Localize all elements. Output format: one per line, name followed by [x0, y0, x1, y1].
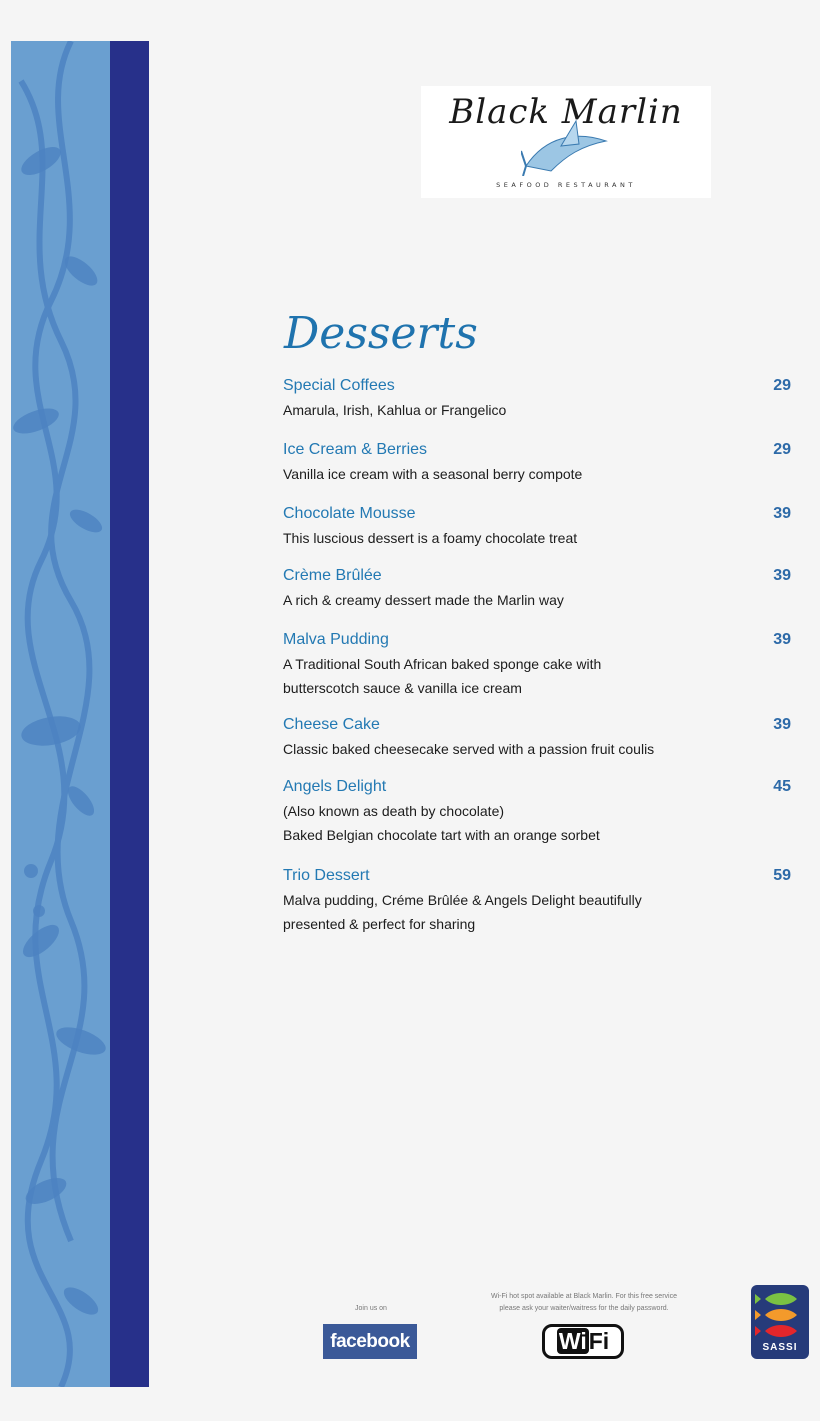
menu-item-name: Chocolate Mousse	[283, 505, 416, 522]
menu-item-name: Cheese Cake	[283, 716, 380, 733]
facebook-button[interactable]: facebook	[323, 1324, 417, 1359]
wifi-wi-text: Wi	[558, 1328, 587, 1354]
menu-item-description: A rich & creamy dessert made the Marlin way	[283, 592, 564, 608]
wifi-note	[462, 1291, 706, 1315]
wifi-fi-text: Fi	[588, 1328, 610, 1354]
floral-pattern-icon	[11, 41, 110, 1387]
menu-item-description: Baked Belgian chocolate tart with an orange sorbet	[283, 827, 600, 843]
menu-item	[283, 866, 793, 936]
menu-item	[283, 440, 793, 486]
menu-item-price: 39	[773, 567, 791, 584]
menu-item-description: This luscious dessert is a foamy chocolate treat	[283, 530, 578, 546]
menu-item-description: A Traditional South African baked sponge cake with	[283, 656, 602, 672]
decorative-band	[110, 41, 149, 1387]
wifi-note-line-2: please ask your waiter/waitress for the daily password.	[499, 1305, 669, 1312]
menu-item-price: 39	[773, 505, 791, 522]
menu-item-description: Malva pudding, Créme Brûlée & Angels Delight beautifully	[283, 892, 642, 908]
menu-item	[283, 504, 793, 550]
wifi-logo	[542, 1324, 624, 1359]
menu-item-price: 45	[773, 778, 791, 795]
menu-item-description: Amarula, Irish, Kahlua or Frangelico	[283, 402, 507, 418]
menu-item-description: Vanilla ice cream with a seasonal berry compote	[283, 466, 583, 482]
restaurant-logo	[421, 86, 711, 198]
menu-item	[283, 715, 793, 761]
menu-item-name: Trio Dessert	[283, 867, 370, 884]
menu-item-price: 39	[773, 631, 791, 648]
sassi-logo	[751, 1285, 809, 1359]
menu-item	[283, 376, 793, 422]
menu-item-description: (Also known as death by chocolate)	[283, 803, 505, 819]
menu-item	[283, 777, 793, 847]
decorative-floral-strip	[11, 41, 110, 1387]
menu-item-description: Classic baked cheesecake served with a passion fruit coulis	[283, 741, 655, 757]
menu-item-name: Crème Brûlée	[283, 567, 382, 584]
menu-item-name: Malva Pudding	[283, 631, 389, 648]
marlin-fish-icon	[521, 116, 611, 176]
menu-item-description: butterscotch sauce & vanilla ice cream	[283, 680, 522, 696]
logo-tagline: SEAFOOD RESTAURANT	[496, 181, 636, 189]
menu-item-price: 39	[773, 716, 791, 733]
sassi-label: SASSI	[762, 1342, 798, 1353]
menu-item-name: Special Coffees	[283, 377, 395, 394]
page-title: Desserts	[284, 308, 478, 359]
sassi-fish-icon	[751, 1285, 809, 1341]
menu-item-description: presented & perfect for sharing	[283, 916, 476, 932]
menu-item	[283, 566, 793, 612]
menu-item-price: 29	[773, 377, 791, 394]
join-us-text: Join us on	[355, 1305, 387, 1312]
menu-item-price: 29	[773, 441, 791, 458]
menu-item-name: Ice Cream & Berries	[283, 441, 428, 458]
menu-item	[283, 630, 793, 700]
wifi-note-line-1: Wi-Fi hot spot available at Black Marlin. For this free service	[491, 1293, 677, 1300]
logo-script-text: Black Marlin	[449, 92, 683, 132]
menu-item-price: 59	[773, 867, 791, 884]
menu-item-name: Angels Delight	[283, 778, 387, 795]
